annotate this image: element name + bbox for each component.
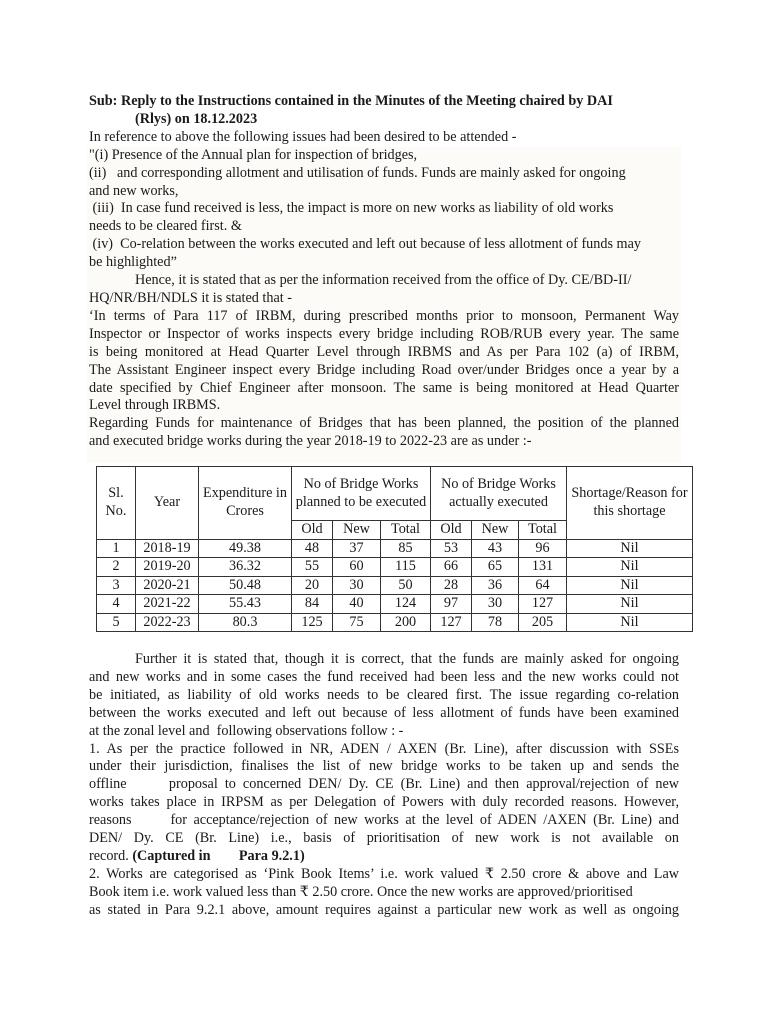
obs1-line-7	[89, 848, 679, 866]
cell-executed-total: 127	[519, 595, 567, 614]
table-row	[97, 576, 693, 595]
further-line-4: between the works executed and left out because of less allotment of funds have been examined	[89, 704, 679, 721]
obs1-line-1: 1. As per the practice followed in NR, ADEN / AXEN (Br. Line), after discussion with SSEs	[89, 740, 679, 757]
cell-planned-total: 124	[381, 595, 431, 614]
cell-year: 2021-22	[136, 595, 199, 614]
header-planned: No of Bridge Works planned to be executed	[292, 467, 431, 521]
cell-executed-total: 131	[519, 558, 567, 577]
cell-executed-old: 53	[431, 539, 472, 558]
bridge-works-table	[96, 466, 693, 632]
cell-planned-old: 84	[292, 595, 333, 614]
cell-executed-old: 28	[431, 576, 472, 595]
irbm-line-4: The Assistant Engineer inspect every Bridge including Road over/under Bridges once a year by a	[89, 361, 679, 378]
cell-planned-old: 125	[292, 613, 333, 632]
intro-text: In reference to above the following issues had been desired to be attended -	[89, 128, 517, 145]
cell-executed-new: 43	[472, 539, 519, 558]
issue-iv-line-2: be highlighted”	[89, 254, 177, 271]
cell-shortage: Nil	[567, 576, 693, 595]
obs1-line-6: DEN/ Dy. CE (Br. Line) i.e., basis of prioritisation of new work is not available on	[89, 830, 679, 847]
irbm-line-1: ‘In terms of Para 117 of IRBM, during prescribed months prior to monsoon, Permanent Way	[89, 307, 679, 324]
cell-executed-new: 36	[472, 576, 519, 595]
issue-ii-line-1: (ii) and corresponding allotment and utilisation of funds. Funds are mainly asked for ongoing	[89, 164, 626, 181]
header-executed-new: New	[472, 521, 519, 540]
cell-executed-old: 66	[431, 558, 472, 577]
cell-executed-old: 97	[431, 595, 472, 614]
cell-shortage: Nil	[567, 613, 693, 632]
cell-year: 2019-20	[136, 558, 199, 577]
header-executed-total: Total	[519, 521, 567, 540]
irbm-line-6: Level through IRBMS.	[89, 397, 221, 414]
cell-executed-total: 96	[519, 539, 567, 558]
cell-executed-old: 127	[431, 613, 472, 632]
issue-i: "(i) Presence of the Annual plan for inspection of bridges,	[89, 146, 418, 163]
further-line-2: and new works and in some cases the fund received had been less and the new works could not	[89, 668, 679, 685]
cell-year: 2018-19	[136, 539, 199, 558]
irbm-line-3: is being monitored at Head Quarter Level through IRBMS and As per Para 102 (a) of IRBM,	[89, 343, 679, 360]
cell-shortage: Nil	[567, 595, 693, 614]
document-body	[89, 93, 679, 463]
further-line-1: Further it is stated that, though it is correct, that the funds are mainly asked for ongoing	[135, 651, 679, 667]
header-planned-total: Total	[381, 521, 431, 540]
cell-year: 2020-21	[136, 576, 199, 595]
hence-line-1: Hence, it is stated that as per the information received from the office of Dy. CE/BD-II/	[135, 272, 632, 289]
header-sl-no: Sl. No.	[97, 467, 136, 540]
obs2-line-3: as stated in Para 9.2.1 above, amount requires against a particular new work as well as ongoing	[89, 901, 679, 918]
cell-sl: 1	[97, 539, 136, 558]
header-shortage: Shortage/Reason for this shortage	[567, 467, 693, 540]
cell-planned-total: 200	[381, 613, 431, 632]
obs1-line-2: under their jurisdiction, finalises the list of new bridge works to be taken up and sends the	[89, 758, 679, 775]
cell-expenditure: 55.43	[199, 595, 292, 614]
table-row	[97, 595, 693, 614]
cell-planned-new: 37	[333, 539, 381, 558]
header-executed-old: Old	[431, 521, 472, 540]
cell-executed-new: 30	[472, 595, 519, 614]
issue-ii-line-2: and new works,	[89, 182, 179, 199]
obs1-line-3: offline proposal to concerned DEN/ Dy. CE (Br. Line) and then approval/rejection of new	[89, 776, 679, 793]
cell-planned-total: 50	[381, 576, 431, 595]
cell-year: 2022-23	[136, 613, 199, 632]
hence-line-2: HQ/NR/BH/NDLS it is stated that -	[89, 289, 292, 306]
irbm-line-5: date specified by Chief Engineer after monsoon. The same is being monitored at Head Quarter	[89, 379, 679, 396]
cell-planned-total: 115	[381, 558, 431, 577]
irbm-line-2: Inspector or Inspector of works inspects every bridge including ROB/RUB every year. The same	[89, 325, 679, 342]
subject-line-1: Sub: Reply to the Instructions contained in the Minutes of the Meeting chaired by DAI	[89, 93, 613, 109]
cell-planned-old: 48	[292, 539, 333, 558]
funds-line-2: and executed bridge works during the year 2018-19 to 2022-23 are as under :-	[89, 433, 532, 450]
cell-expenditure: 36.32	[199, 558, 292, 577]
obs2-line-1: 2. Works are categorised as ‘Pink Book Items’ i.e. work valued ₹ 2.50 crore & above and Law	[89, 865, 679, 882]
cell-planned-new: 40	[333, 595, 381, 614]
cell-executed-new: 78	[472, 613, 519, 632]
cell-expenditure: 80.3	[199, 613, 292, 632]
cell-shortage: Nil	[567, 558, 693, 577]
issue-iii-line-2: needs to be cleared first. &	[89, 218, 242, 235]
cell-sl: 4	[97, 595, 136, 614]
cell-sl: 5	[97, 613, 136, 632]
cell-sl: 3	[97, 576, 136, 595]
obs1-line-4: works takes place in IRPSM as per Delegation of Powers with duly recorded reasons. However,	[89, 794, 679, 811]
cell-shortage: Nil	[567, 539, 693, 558]
issue-iv-line-1: (iv) Co-relation between the works executed and left out because of less allotment of funds may	[89, 236, 641, 253]
cell-sl: 2	[97, 558, 136, 577]
further-line-5: at the zonal level and following observations follow : -	[89, 722, 404, 739]
cell-planned-new: 30	[333, 576, 381, 595]
cell-executed-total: 205	[519, 613, 567, 632]
cell-executed-total: 64	[519, 576, 567, 595]
cell-planned-new: 75	[333, 613, 381, 632]
issue-iii-line-1: (iii) In case fund received is less, the impact is more on new works as liability of old works	[89, 200, 614, 217]
table-row	[97, 613, 693, 632]
funds-line-1: Regarding Funds for maintenance of Bridges that has been planned, the position of the planned	[89, 415, 679, 432]
cell-planned-new: 60	[333, 558, 381, 577]
issues-block	[87, 147, 681, 463]
header-planned-old: Old	[292, 521, 333, 540]
cell-executed-new: 65	[472, 558, 519, 577]
header-planned-new: New	[333, 521, 381, 540]
header-executed: No of Bridge Works actually executed	[431, 467, 567, 521]
subject-line-2: (Rlys) on 18.12.2023	[135, 110, 258, 127]
header-expenditure: Expenditure in Crores	[199, 467, 292, 540]
obs1-record-text: record.	[89, 847, 133, 864]
table-row	[97, 558, 693, 577]
table-row	[97, 539, 693, 558]
captured-in-reference: (Captured in Para 9.2.1)	[132, 847, 305, 864]
cell-planned-total: 85	[381, 539, 431, 558]
further-line-3: be initiated, as liability of old works needs to be cleared first. The issue regarding co-relation	[89, 686, 679, 703]
header-year: Year	[136, 467, 199, 540]
obs1-line-5: reasons for acceptance/rejection of new works at the level of ADEN /AXEN (Br. Line) and	[89, 812, 679, 829]
cell-planned-old: 20	[292, 576, 333, 595]
obs2-line-2: Book item i.e. work valued less than ₹ 2.50 crore. Once the new works are approved/prioritised	[89, 883, 633, 900]
cell-expenditure: 49.38	[199, 539, 292, 558]
cell-expenditure: 50.48	[199, 576, 292, 595]
cell-planned-old: 55	[292, 558, 333, 577]
observations-block	[89, 651, 679, 920]
